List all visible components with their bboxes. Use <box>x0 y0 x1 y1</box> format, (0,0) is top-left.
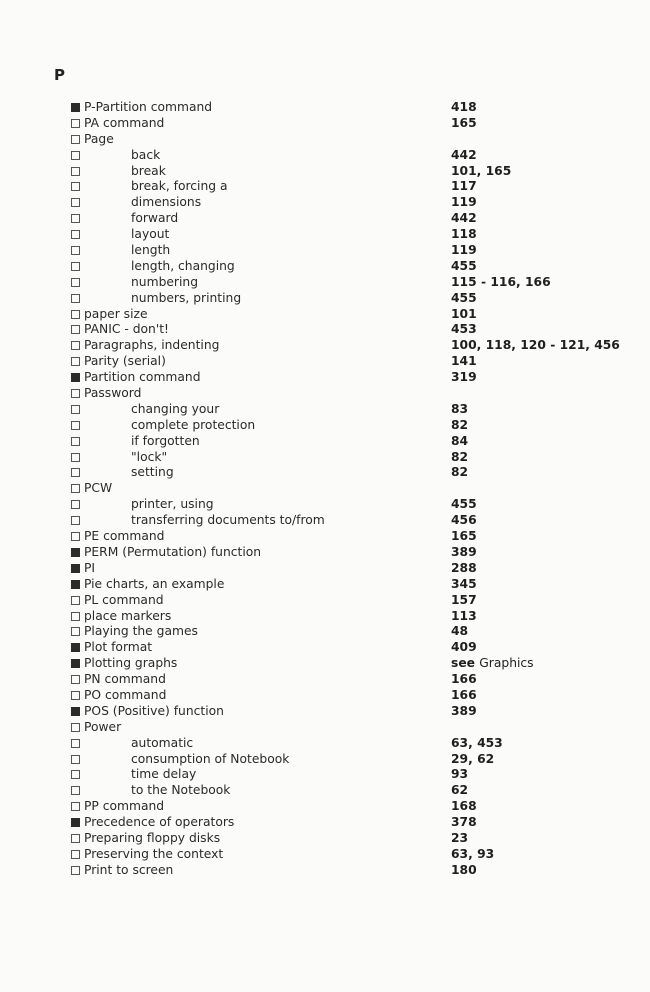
index-subentry <box>71 497 631 513</box>
index-entry <box>71 577 631 593</box>
index-entry <box>71 481 631 497</box>
index-subentry <box>71 179 631 195</box>
entry-pages: 455 <box>451 497 477 512</box>
entry-term: numbers, printing <box>131 290 242 305</box>
entry-pages: 62 <box>451 783 469 798</box>
empty-square-icon <box>71 755 80 764</box>
entry-pages: 180 <box>451 862 477 877</box>
index-subentry <box>71 195 631 211</box>
entry-term: setting <box>131 465 174 480</box>
entry-term: PO command <box>84 687 167 702</box>
entry-pages: 119 <box>451 243 477 258</box>
entry-pages: 23 <box>451 830 469 845</box>
empty-square-icon <box>71 596 80 605</box>
empty-square-icon <box>71 294 80 303</box>
entry-pages: 93 <box>451 767 469 782</box>
index-entry <box>71 688 631 704</box>
empty-square-icon <box>71 532 80 541</box>
entry-pages: 389 <box>451 544 477 559</box>
empty-square-icon <box>71 453 80 462</box>
entry-term: POS (Positive) function <box>84 703 224 718</box>
entry-term: to the Notebook <box>131 783 231 798</box>
empty-square-icon <box>71 310 80 319</box>
entry-pages: 82 <box>451 417 469 432</box>
index-subentry <box>71 243 631 259</box>
entry-pages: 166 <box>451 672 477 687</box>
index-subentry <box>71 259 631 275</box>
empty-square-icon <box>71 675 80 684</box>
index-subentry <box>71 418 631 434</box>
empty-square-icon <box>71 182 80 191</box>
entry-pages: 319 <box>451 370 477 385</box>
empty-square-icon <box>71 484 80 493</box>
entry-term: Partition command <box>84 370 201 385</box>
entry-pages: 455 <box>451 290 477 305</box>
index-entry <box>71 640 631 656</box>
entry-pages: 82 <box>451 449 469 464</box>
entry-term: numbering <box>131 274 199 289</box>
entry-pages: 84 <box>451 433 469 448</box>
empty-square-icon <box>71 341 80 350</box>
index-subentry <box>71 291 631 307</box>
entry-pages: 453 <box>451 322 477 337</box>
entry-term: break, forcing a <box>131 179 228 194</box>
empty-square-icon <box>71 802 80 811</box>
entry-term: PN command <box>84 672 166 687</box>
empty-square-icon <box>71 198 80 207</box>
entry-term: back <box>131 147 161 162</box>
entry-term: place markers <box>84 608 172 623</box>
entry-term: Parity (serial) <box>84 354 166 369</box>
entry-pages: 418 <box>451 100 477 114</box>
empty-square-icon <box>71 691 80 700</box>
empty-square-icon <box>71 135 80 144</box>
entry-pages: 157 <box>451 592 477 607</box>
entry-term: length <box>131 243 171 258</box>
entry-pages: 100, 118, 120 - 121, 456 <box>451 338 620 353</box>
index-entry <box>71 656 631 672</box>
entry-term: PE command <box>84 529 165 544</box>
entry-term: dimensions <box>131 195 202 210</box>
index-subentry <box>71 275 631 291</box>
entry-pages: 117 <box>451 179 477 194</box>
index-subentry <box>71 450 631 466</box>
entry-term: Power <box>84 719 122 734</box>
filled-square-icon <box>71 564 80 573</box>
index-subentry <box>71 402 631 418</box>
empty-square-icon <box>71 246 80 255</box>
entry-pages: 63, 93 <box>451 846 495 861</box>
filled-square-icon <box>71 103 80 112</box>
empty-square-icon <box>71 834 80 843</box>
entry-pages: 63, 453 <box>451 735 503 750</box>
index-entry <box>71 624 631 640</box>
index-entry <box>71 799 631 815</box>
entry-term: Plotting graphs <box>84 656 178 671</box>
empty-square-icon <box>71 786 80 795</box>
entry-term: PA command <box>84 115 165 130</box>
entry-term: Preparing floppy disks <box>84 830 221 845</box>
index-entry <box>71 847 631 863</box>
entry-pages: 115 - 116, 166 <box>451 274 551 289</box>
entry-pages: 442 <box>451 147 477 162</box>
entry-pages: 82 <box>451 465 469 480</box>
see-reference: see <box>451 656 475 671</box>
empty-square-icon <box>71 612 80 621</box>
index-entry <box>71 672 631 688</box>
entry-pages: 378 <box>451 815 477 830</box>
entry-term: Pie charts, an example <box>84 576 225 591</box>
empty-square-icon <box>71 214 80 223</box>
index-entry <box>71 545 631 561</box>
entry-pages: 119 <box>451 195 477 210</box>
empty-square-icon <box>71 500 80 509</box>
empty-square-icon <box>71 850 80 859</box>
entry-term: printer, using <box>131 497 214 512</box>
empty-square-icon <box>71 739 80 748</box>
index-entry <box>71 307 631 323</box>
entry-pages: 165 <box>451 115 477 130</box>
filled-square-icon <box>71 707 80 716</box>
index-entry <box>71 831 631 847</box>
empty-square-icon <box>71 230 80 239</box>
empty-square-icon <box>71 167 80 176</box>
filled-square-icon <box>71 659 80 668</box>
entry-term: Paragraphs, indenting <box>84 338 220 353</box>
empty-square-icon <box>71 627 80 636</box>
entry-term: Print to screen <box>84 862 174 877</box>
entry-pages: 165 <box>451 529 477 544</box>
empty-square-icon <box>71 325 80 334</box>
index-entry <box>71 561 631 577</box>
entry-term: if forgotten <box>131 433 200 448</box>
entry-pages: 113 <box>451 608 477 623</box>
index-subentry <box>71 767 631 783</box>
entry-term: complete protection <box>131 417 256 432</box>
entry-term: paper size <box>84 306 148 321</box>
entry-pages: 141 <box>451 354 477 369</box>
index-entry <box>71 863 631 879</box>
empty-square-icon <box>71 770 80 779</box>
index-entry <box>71 609 631 625</box>
section-letter: P <box>54 66 65 84</box>
index-subentry <box>71 465 631 481</box>
entry-term: Precedence of operators <box>84 815 235 830</box>
entry-term: break <box>131 163 166 178</box>
entry-term: transferring documents to/from <box>131 513 325 528</box>
entry-pages: 168 <box>451 799 477 814</box>
empty-square-icon <box>71 437 80 446</box>
entry-term: PL command <box>84 592 164 607</box>
empty-square-icon <box>71 516 80 525</box>
index-entry <box>71 132 631 148</box>
empty-square-icon <box>71 278 80 287</box>
entry-term: automatic <box>131 735 194 750</box>
index-entry <box>71 322 631 338</box>
entry-term: Preserving the context <box>84 846 224 861</box>
entry-pages: 288 <box>451 560 477 575</box>
index-subentry <box>71 513 631 529</box>
index-subentry <box>71 783 631 799</box>
entry-pages: 456 <box>451 513 477 528</box>
index-entry <box>71 720 631 736</box>
empty-square-icon <box>71 468 80 477</box>
entry-pages: 101 <box>451 306 477 321</box>
entry-pages: 455 <box>451 258 477 273</box>
index-entry <box>71 386 631 402</box>
see-reference-term: Graphics <box>479 656 534 671</box>
index-entry <box>71 815 631 831</box>
index-subentry <box>71 164 631 180</box>
entry-pages: 118 <box>451 227 477 242</box>
index-subentry <box>71 736 631 752</box>
filled-square-icon <box>71 643 80 652</box>
entry-pages: 83 <box>451 401 469 416</box>
filled-square-icon <box>71 373 80 382</box>
index-entry <box>71 338 631 354</box>
empty-square-icon <box>71 723 80 732</box>
index-entry <box>71 354 631 370</box>
entry-pages <box>451 656 534 672</box>
entry-term: length, changing <box>131 258 235 273</box>
index-subentry <box>71 148 631 164</box>
entry-term: Playing the games <box>84 624 198 639</box>
entry-pages: 48 <box>451 624 469 639</box>
index-entry <box>71 116 631 132</box>
index-subentry <box>71 752 631 768</box>
entry-pages: 345 <box>451 576 477 591</box>
index-entry <box>71 529 631 545</box>
index-subentry <box>71 434 631 450</box>
entry-term: Plot format <box>84 640 153 655</box>
empty-square-icon <box>71 357 80 366</box>
entry-term: Password <box>84 386 142 401</box>
entry-pages: 29, 62 <box>451 751 495 766</box>
entry-pages: 101, 165 <box>451 163 512 178</box>
index-entry <box>71 593 631 609</box>
entry-term: PERM (Permutation) function <box>84 544 262 559</box>
empty-square-icon <box>71 421 80 430</box>
empty-square-icon <box>71 405 80 414</box>
entry-pages: 442 <box>451 211 477 226</box>
entry-term: time delay <box>131 767 197 782</box>
empty-square-icon <box>71 119 80 128</box>
entry-pages: 166 <box>451 687 477 702</box>
entry-term: "lock" <box>131 449 168 464</box>
empty-square-icon <box>71 151 80 160</box>
entry-term: PI <box>84 560 96 575</box>
filled-square-icon <box>71 548 80 557</box>
index-list <box>71 100 631 879</box>
entry-term: P-Partition command <box>84 100 213 114</box>
entry-term: Page <box>84 131 114 146</box>
filled-square-icon <box>71 580 80 589</box>
index-entry <box>71 370 631 386</box>
entry-term: PANIC - don't! <box>84 322 169 337</box>
entry-pages: 389 <box>451 703 477 718</box>
index-subentry <box>71 227 631 243</box>
empty-square-icon <box>71 866 80 875</box>
entry-term: forward <box>131 211 179 226</box>
entry-term: layout <box>131 227 170 242</box>
entry-pages: 409 <box>451 640 477 655</box>
index-entry <box>71 704 631 720</box>
empty-square-icon <box>71 389 80 398</box>
index-subentry <box>71 211 631 227</box>
entry-term: PCW <box>84 481 113 496</box>
filled-square-icon <box>71 818 80 827</box>
entry-term: consumption of Notebook <box>131 751 290 766</box>
entry-term: PP command <box>84 799 165 814</box>
index-entry <box>71 100 631 116</box>
entry-term: changing your <box>131 401 220 416</box>
empty-square-icon <box>71 262 80 271</box>
